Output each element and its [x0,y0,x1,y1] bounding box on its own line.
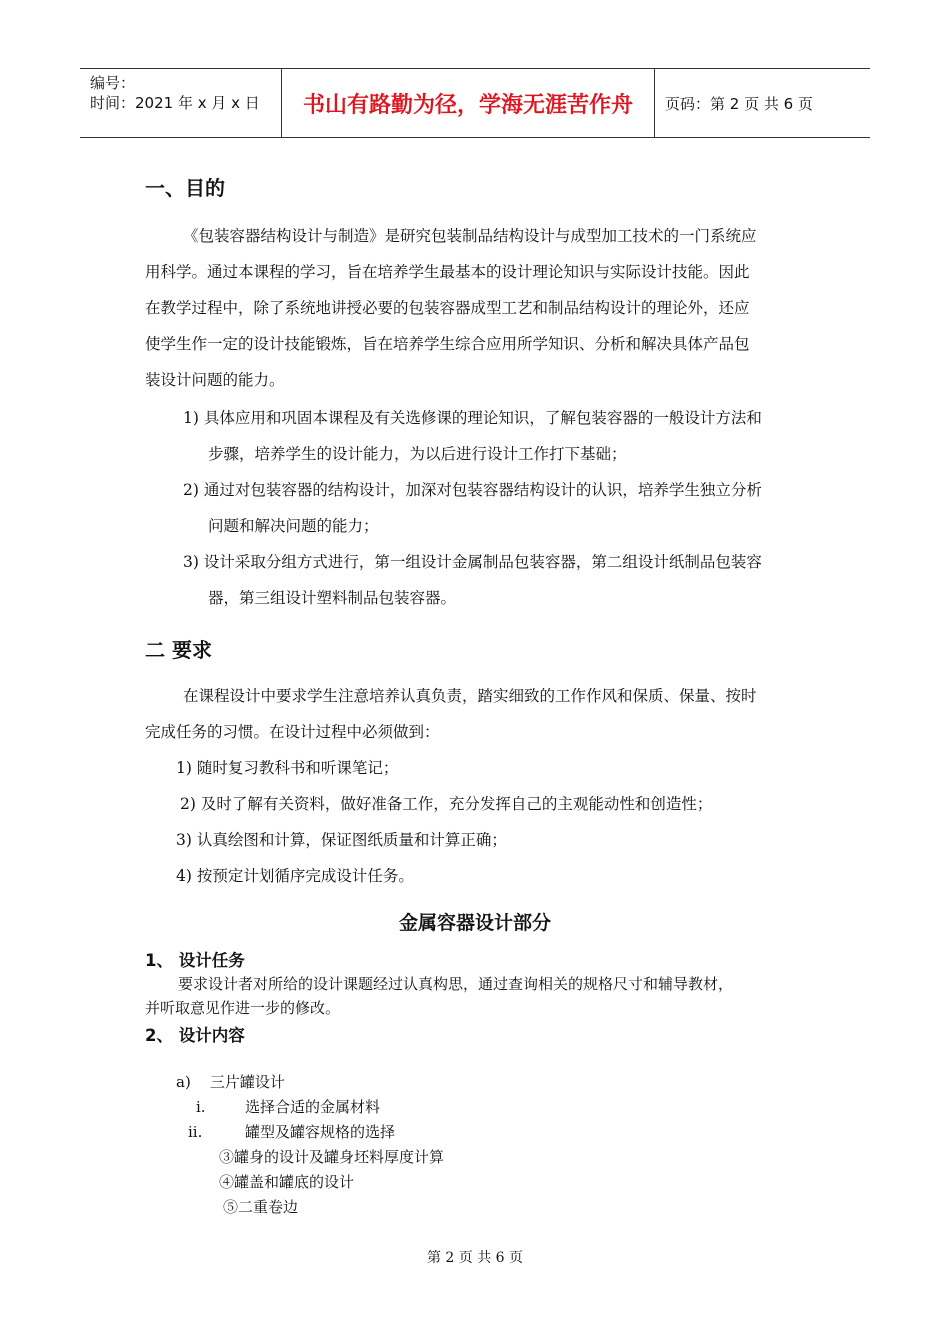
list-item: 1) 具体应用和巩固本课程及有关选修课的理论知识，了解包装容器的一般设计方法和 [183,409,762,427]
paragraph-line: 《包装容器结构设计与制造》是研究包装制品结构设计与成型加工技术的一门系统应 [183,227,757,245]
paragraph-line: 在课程设计中要求学生注意培养认真负责，踏实细致的工作作风和保质、保量、按时 [183,687,757,705]
paragraph-line: 要求设计者对所给的设计课题经过认真构思，通过查询相关的规格尺寸和辅导教材， [178,975,734,993]
list-item: 3) 认真绘图和计算，保证图纸质量和计算正确； [176,831,507,849]
outline-item-3: ③罐身的设计及罐身坯料厚度计算 [219,1148,445,1166]
date-label: 时间：2021 年 x 月 x 日 [90,94,260,112]
outline-item-i: 选择合适的金属材料 [245,1098,381,1116]
outline-item-5: ⑤二重卷边 [223,1198,299,1216]
list-item: 1) 随时复习教科书和听课笔记； [176,759,399,777]
page-header [80,68,870,138]
section-heading-requirements: 二 要求 [145,638,212,662]
outline-numeral: i. [196,1098,206,1116]
outline-item-4: ④罐盖和罐底的设计 [219,1173,355,1191]
design-task-heading: 1、 设计任务 [145,951,245,970]
paragraph-line: 完成任务的习惯。在设计过程中必须做到： [145,723,440,741]
list-item: 2) 通过对包装容器的结构设计，加深对包装容器结构设计的认识，培养学生独立分析 [183,481,762,499]
paragraph-line: 用科学。通过本课程的学习，旨在培养学生最基本的设计理论知识与实际设计技能。因此 [145,263,750,281]
list-item: 2) 及时了解有关资料，做好准备工作，充分发挥自己的主观能动性和创造性； [180,795,713,813]
section-heading-purpose: 一、目的 [145,176,225,200]
list-item: 4) 按预定计划循序完成设计任务。 [176,867,414,885]
header-motto: 书山有路勤为径，学海无涯苦作舟 [282,69,655,137]
outline-numeral: ii. [188,1123,203,1141]
list-item: 3) 设计采取分组方式进行，第一组设计金属制品包装容器，第二组设计纸制品包装容 [183,553,762,571]
outline-item-ii: 罐型及罐容规格的选择 [245,1123,396,1141]
list-item-continuation: 器，第三组设计塑料制品包装容器。 [208,589,457,607]
paragraph-line: 使学生作一定的设计技能锻炼，旨在培养学生综合应用所学知识、分析和解决具体产品包 [145,335,750,353]
page-footer: 第 2 页 共 6 页 [426,1250,524,1266]
document-number-label: 编号： [90,74,136,92]
outline-item-a: a) 三片罐设计 [176,1073,285,1091]
paragraph-line: 在教学过程中，除了系统地讲授必要的包装容器成型工艺和制品结构设计的理论外，还应 [145,299,750,317]
design-content-heading: 2、 设计内容 [145,1026,245,1045]
list-item-continuation: 步骤，培养学生的设计能力，为以后进行设计工作打下基础； [208,445,627,463]
paragraph-line: 装设计问题的能力。 [145,371,285,389]
metal-section-title: 金属容器设计部分 [398,912,551,934]
header-meta [80,69,282,137]
paragraph-line: 并听取意见作进一步的修改。 [145,999,341,1017]
list-item-continuation: 问题和解决问题的能力； [208,517,379,535]
header-page-number: 页码：第 2 页 共 6 页 [665,94,813,113]
